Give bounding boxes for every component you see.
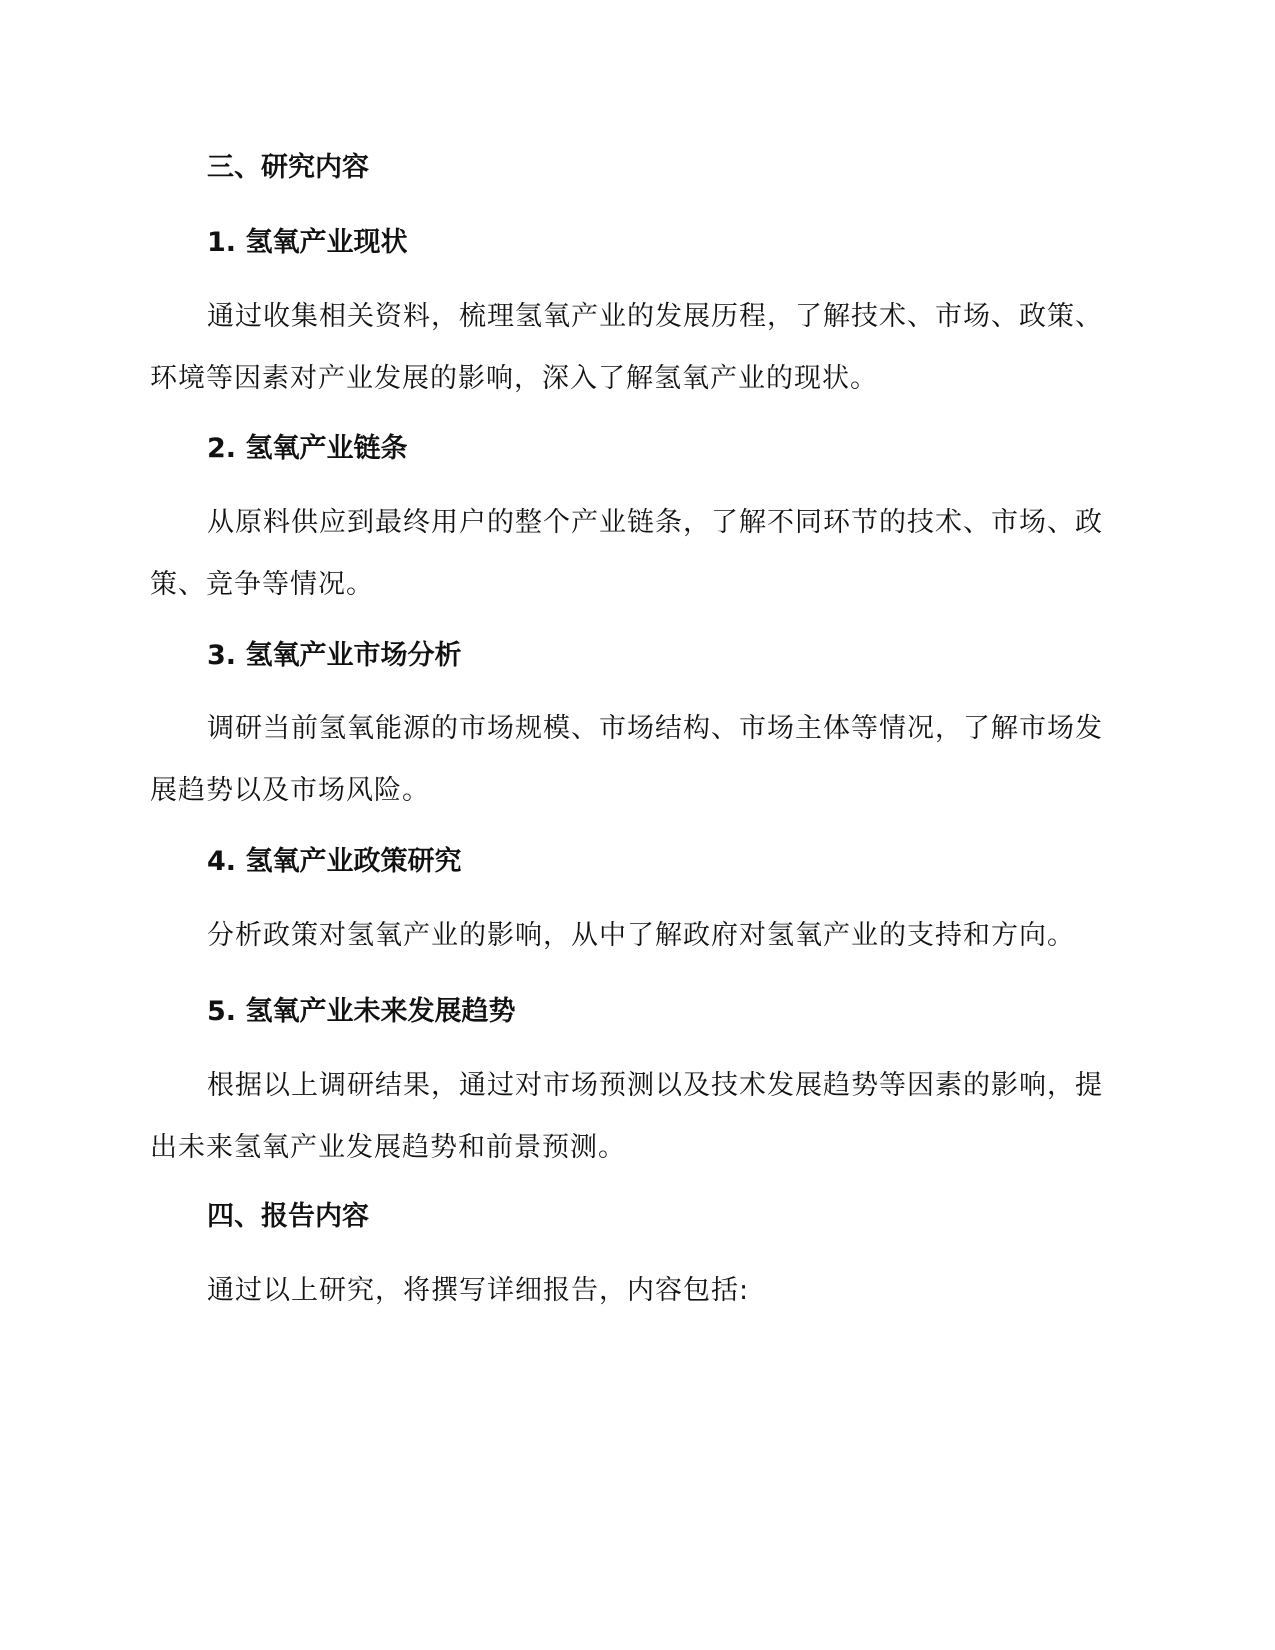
item-1-paragraph: 通过收集相关资料，梳理氢氧产业的发展历程，了解技术、市场、政策、环境等因素对产业发展的影响，深入了解氢氧产业的现状。 xyxy=(150,301,1103,394)
item-4-paragraph: 分析政策对氢氧产业的影响，从中了解政府对氢氧产业的支持和方向。 xyxy=(207,920,1075,951)
item-3-paragraph: 调研当前氢氧能源的市场规模、市场结构、市场主体等情况，了解市场发展趋势以及市场风险。 xyxy=(150,713,1103,806)
section-3-title: 三、研究内容 xyxy=(207,152,369,183)
section-4-title: 四、报告内容 xyxy=(207,1201,369,1232)
section-4-paragraph: 通过以上研究，将撰写详细报告，内容包括: xyxy=(207,1275,750,1306)
item-2-heading: 2. 氢氧产业链条 xyxy=(207,433,408,464)
item-5-paragraph: 根据以上调研结果，通过对市场预测以及技术发展趋势等因素的影响，提出未来氢氧产业发展趋势和前景预测。 xyxy=(150,1070,1103,1163)
item-1-heading: 1. 氢氧产业现状 xyxy=(207,227,408,258)
item-4-heading: 4. 氢氧产业政策研究 xyxy=(207,846,462,877)
item-2-paragraph: 从原料供应到最终用户的整个产业链条，了解不同环节的技术、市场、政策、竞争等情况。 xyxy=(150,507,1103,600)
item-3-heading: 3. 氢氧产业市场分析 xyxy=(207,640,462,671)
item-5-heading: 5. 氢氧产业未来发展趋势 xyxy=(207,996,516,1027)
